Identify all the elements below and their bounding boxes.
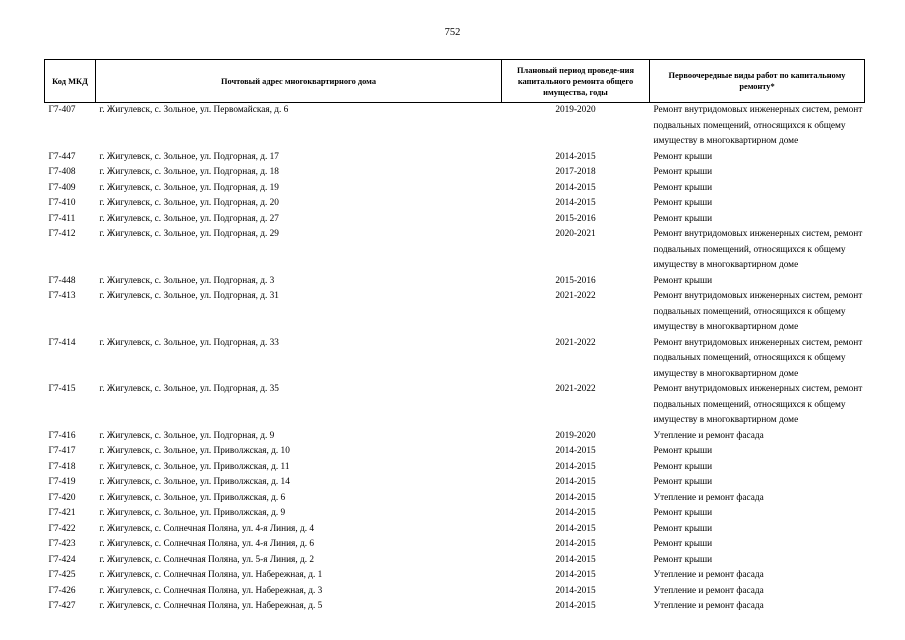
cell-works: Утепление и ремонт фасада [653,585,764,596]
cell-code: Г7-426 [48,585,76,596]
cell-period: 2014-2015 [555,461,596,472]
cell-address: г. Жигулевск, с. Солнечная Поляна, ул. 5-я Линия, д. 2 [99,554,315,565]
table-row [45,336,865,383]
cell-period: 2014-2015 [555,182,596,193]
cell-code: Г7-407 [48,105,76,115]
cell-address: г. Жигулевск, с. Зольное, ул. Приволжская, д. 6 [99,492,286,503]
table-row [45,460,865,476]
cell-code: Г7-415 [48,384,76,394]
cell-address: г. Жигулевск, с. Солнечная Поляна, ул. Набережная, д. 5 [99,601,323,611]
page-number: 752 [444,27,461,38]
cell-code: Г7-416 [48,430,76,441]
table-row [45,212,865,228]
cell-address: г. Жигулевск, с. Солнечная Поляна, ул. Набережная, д. 1 [99,570,323,580]
cell-address: г. Жигулевск, с. Солнечная Поляна, ул. 4-я Линия, д. 4 [99,523,315,534]
cell-period: 2014-2015 [555,492,596,503]
cell-address: г. Жигулевск, с. Солнечная Поляна, ул. 4-я Линия, д. 6 [99,539,315,549]
cell-code: Г7-409 [48,182,76,193]
cell-works: Ремонт крыши [653,446,713,456]
cell-period: 2019-2020 [555,430,596,441]
cell-address: г. Жигулевск, с. Зольное, ул. Приволжская, д. 10 [99,446,290,456]
cell-address: г. Жигулевск, с. Зольное, ул. Подгорная, д. 17 [99,151,279,162]
cell-code: Г7-422 [48,523,76,534]
cell-works: Ремонт крыши [653,523,713,534]
table-body [45,103,865,615]
table-row [45,568,865,584]
table-row [45,382,865,429]
cell-code: Г7-411 [48,213,76,224]
header-row [45,60,865,103]
cell-address: г. Жигулевск, с. Зольное, ул. Приволжская, д. 14 [99,477,290,487]
cell-code: Г7-414 [48,337,76,348]
table-row [45,553,865,569]
table-row [45,227,865,274]
header-period: Плановый период проведе-ния капитального ремонта общего имущества, годы [502,60,650,103]
cell-period: 2015-2016 [555,275,596,286]
cell-works: Ремонт крыши [653,151,713,162]
table-row [45,444,865,460]
table-row [45,103,865,150]
table-row [45,429,865,445]
cell-code: Г7-447 [48,151,76,162]
table-row [45,181,865,197]
cell-code: Г7-410 [48,198,76,208]
cell-period: 2014-2015 [555,198,596,208]
cell-works: Ремонт внутридомовых инженерных систем, ремонт подвальных помещений, относящихся к общему имуществу в многоквартирном доме [653,384,863,425]
capital-repair-table [44,59,865,615]
cell-period: 2014-2015 [555,508,596,518]
cell-period: 2014-2015 [555,477,596,487]
cell-address: г. Жигулевск, с. Зольное, ул. Приволжская, д. 9 [99,508,286,518]
cell-address: г. Жигулевск, с. Зольное, ул. Подгорная, д. 19 [99,182,279,193]
cell-period: 2015-2016 [555,213,596,224]
cell-address: г. Жигулевск, с. Зольное, ул. Приволжская, д. 11 [99,461,290,472]
cell-period: 2021-2022 [555,291,596,301]
table-header [45,60,865,103]
cell-period: 2020-2021 [555,229,596,239]
cell-code: Г7-418 [48,461,76,472]
cell-works: Утепление и ремонт фасада [653,570,764,580]
cell-works: Ремонт крыши [653,508,713,518]
cell-period: 2014-2015 [555,151,596,162]
cell-period: 2017-2018 [555,167,596,177]
cell-code: Г7-413 [48,291,76,301]
header-code: Код МКД [45,60,96,103]
cell-works: Ремонт крыши [653,167,713,177]
cell-address: г. Жигулевск, с. Зольное, ул. Подгорная, д. 29 [99,229,279,239]
cell-period: 2021-2022 [555,337,596,348]
cell-address: г. Жигулевск, с. Зольное, ул. Подгорная, д. 33 [99,337,279,348]
header-works: Первоочередные виды работ по капитальному ремонту* [650,60,865,103]
cell-works: Ремонт крыши [653,554,713,565]
cell-address: г. Жигулевск, с. Зольное, ул. Первомайская, д. 6 [99,105,289,115]
cell-works: Утепление и ремонт фасада [653,492,764,503]
table-row [45,165,865,181]
cell-works: Ремонт внутридомовых инженерных систем, ремонт подвальных помещений, относящихся к общему имуществу в многоквартирном доме [653,229,863,270]
cell-address: г. Жигулевск, с. Зольное, ул. Подгорная, д. 3 [99,275,275,286]
table-row [45,584,865,600]
cell-works: Ремонт внутридомовых инженерных систем, ремонт подвальных помещений, относящихся к общему имуществу в многоквартирном доме [653,105,863,146]
cell-address: г. Жигулевск, с. Зольное, ул. Подгорная, д. 18 [99,167,279,177]
cell-period: 2014-2015 [555,570,596,580]
cell-code: Г7-420 [48,492,76,503]
cell-code: Г7-427 [48,601,76,611]
cell-code: Г7-424 [48,554,76,565]
table-row [45,491,865,507]
cell-period: 2021-2022 [555,384,596,394]
cell-period: 2014-2015 [555,539,596,549]
cell-works: Ремонт крыши [653,213,713,224]
cell-works: Ремонт внутридомовых инженерных систем, ремонт подвальных помещений, относящихся к общему имуществу в многоквартирном доме [653,291,863,332]
cell-code: Г7-412 [48,229,76,239]
cell-period: 2019-2020 [555,105,596,115]
table-row [45,274,865,290]
cell-code: Г7-417 [48,446,76,456]
cell-works: Утепление и ремонт фасада [653,601,764,611]
cell-works: Ремонт крыши [653,198,713,208]
cell-code: Г7-421 [48,508,76,518]
cell-works: Ремонт крыши [653,539,713,549]
cell-works: Утепление и ремонт фасада [653,430,764,441]
cell-period: 2014-2015 [555,601,596,611]
cell-code: Г7-448 [48,275,76,286]
header-address: Почтовый адрес многоквартирного дома [96,60,502,103]
cell-works: Ремонт крыши [653,275,713,286]
cell-period: 2014-2015 [555,446,596,456]
cell-code: Г7-408 [48,167,76,177]
cell-address: г. Жигулевск, с. Зольное, ул. Подгорная, д. 20 [99,198,279,208]
table-row [45,537,865,553]
cell-code: Г7-419 [48,477,76,487]
table-row [45,196,865,212]
cell-period: 2014-2015 [555,523,596,534]
table-row [45,289,865,336]
cell-address: г. Жигулевск, с. Зольное, ул. Подгорная, д. 27 [99,213,279,224]
cell-works: Ремонт крыши [653,461,713,472]
table-row [45,475,865,491]
cell-address: г. Жигулевск, с. Зольное, ул. Подгорная, д. 9 [99,430,275,441]
cell-code: Г7-425 [48,570,76,580]
cell-period: 2014-2015 [555,585,596,596]
cell-address: г. Жигулевск, с. Зольное, ул. Подгорная, д. 35 [99,384,279,394]
cell-address: г. Жигулевск, с. Солнечная Поляна, ул. Набережная, д. 3 [99,585,323,596]
cell-period: 2014-2015 [555,554,596,565]
cell-code: Г7-423 [48,539,76,549]
cell-address: г. Жигулевск, с. Зольное, ул. Подгорная, д. 31 [99,291,279,301]
table-row [45,506,865,522]
cell-works: Ремонт внутридомовых инженерных систем, ремонт подвальных помещений, относящихся к общему имуществу в многоквартирном доме [653,337,863,379]
table-row [45,150,865,166]
cell-works: Ремонт крыши [653,182,713,193]
table-row [45,599,865,615]
cell-works: Ремонт крыши [653,477,713,487]
table-row [45,522,865,538]
